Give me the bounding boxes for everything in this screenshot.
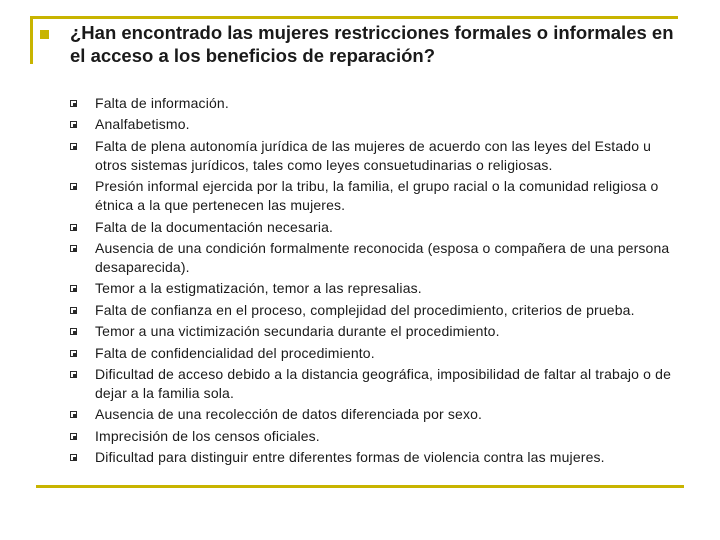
left-rule — [30, 16, 33, 64]
square-bullet-icon — [70, 371, 77, 378]
top-rule — [30, 16, 678, 19]
list-item — [95, 365, 695, 403]
square-bullet-icon — [70, 143, 77, 150]
square-bullet-icon — [70, 454, 77, 461]
square-bullet-icon — [70, 350, 77, 357]
list-item-text: Imprecisión de los censos oficiales. — [95, 427, 320, 444]
list-item — [95, 239, 695, 277]
list-item-text: Dificultad de acceso debido a la distancia geográfica, imposibilidad de faltar al trabajo o de dejar a la familia sola. — [95, 365, 671, 401]
list-item-text: Temor a una victimización secundaria durante el procedimiento. — [95, 323, 500, 340]
list-item-text: Ausencia de una condición formalmente reconocida (esposa o compañera de una persona desaparecida). — [95, 239, 670, 275]
title-bullet-icon — [40, 30, 49, 39]
square-bullet-icon — [70, 411, 77, 418]
list-item — [95, 279, 695, 298]
list-item — [95, 448, 695, 467]
list-item — [95, 177, 695, 215]
square-bullet-icon — [70, 285, 77, 292]
square-bullet-icon — [70, 245, 77, 252]
list-item-text: Presión informal ejercida por la tribu, la familia, el grupo racial o la comunidad religiosa o étnica a la que pertenecen las mujeres. — [95, 178, 659, 214]
list-item — [95, 405, 695, 424]
list-item-text: Falta de plena autonomía jurídica de las mujeres de acuerdo con las leyes del Estado u otros sistemas jurídicos, tales como leyes consuetudinarias o religiosas. — [95, 137, 652, 173]
square-bullet-icon — [70, 121, 77, 128]
list-item — [95, 218, 695, 237]
list-item-text: Ausencia de una recolección de datos diferenciada por sexo. — [95, 406, 483, 423]
list-item-text: Falta de información. — [95, 95, 229, 111]
list-item — [95, 322, 695, 341]
slide-title: ¿Han encontrado las mujeres restricciones formales o informales en el acceso a los beneficios de reparación? — [70, 22, 674, 66]
list-item-text: Dificultad para distinguir entre diferentes formas de violencia contra las mujeres. — [95, 449, 605, 466]
list-item-text: Falta de la documentación necesaria. — [95, 218, 334, 235]
square-bullet-icon — [70, 328, 77, 335]
list-item — [95, 427, 695, 446]
list-item-text: Analfabetismo. — [95, 116, 190, 133]
list-item — [95, 137, 695, 175]
list-item — [95, 301, 695, 320]
square-bullet-icon — [70, 224, 77, 231]
square-bullet-icon — [70, 100, 77, 107]
bullet-list — [95, 94, 695, 469]
square-bullet-icon — [70, 307, 77, 314]
square-bullet-icon — [70, 183, 77, 190]
list-item-text: Temor a la estigmatización, temor a las represalias. — [95, 280, 422, 297]
list-item — [95, 344, 695, 363]
bottom-rule — [36, 485, 684, 488]
list-item — [95, 115, 695, 134]
list-item — [95, 94, 695, 113]
list-item-text: Falta de confidencialidad del procedimiento. — [95, 344, 375, 361]
square-bullet-icon — [70, 433, 77, 440]
list-item-text: Falta de confianza en el proceso, complejidad del procedimiento, criterios de prueba. — [95, 301, 635, 318]
